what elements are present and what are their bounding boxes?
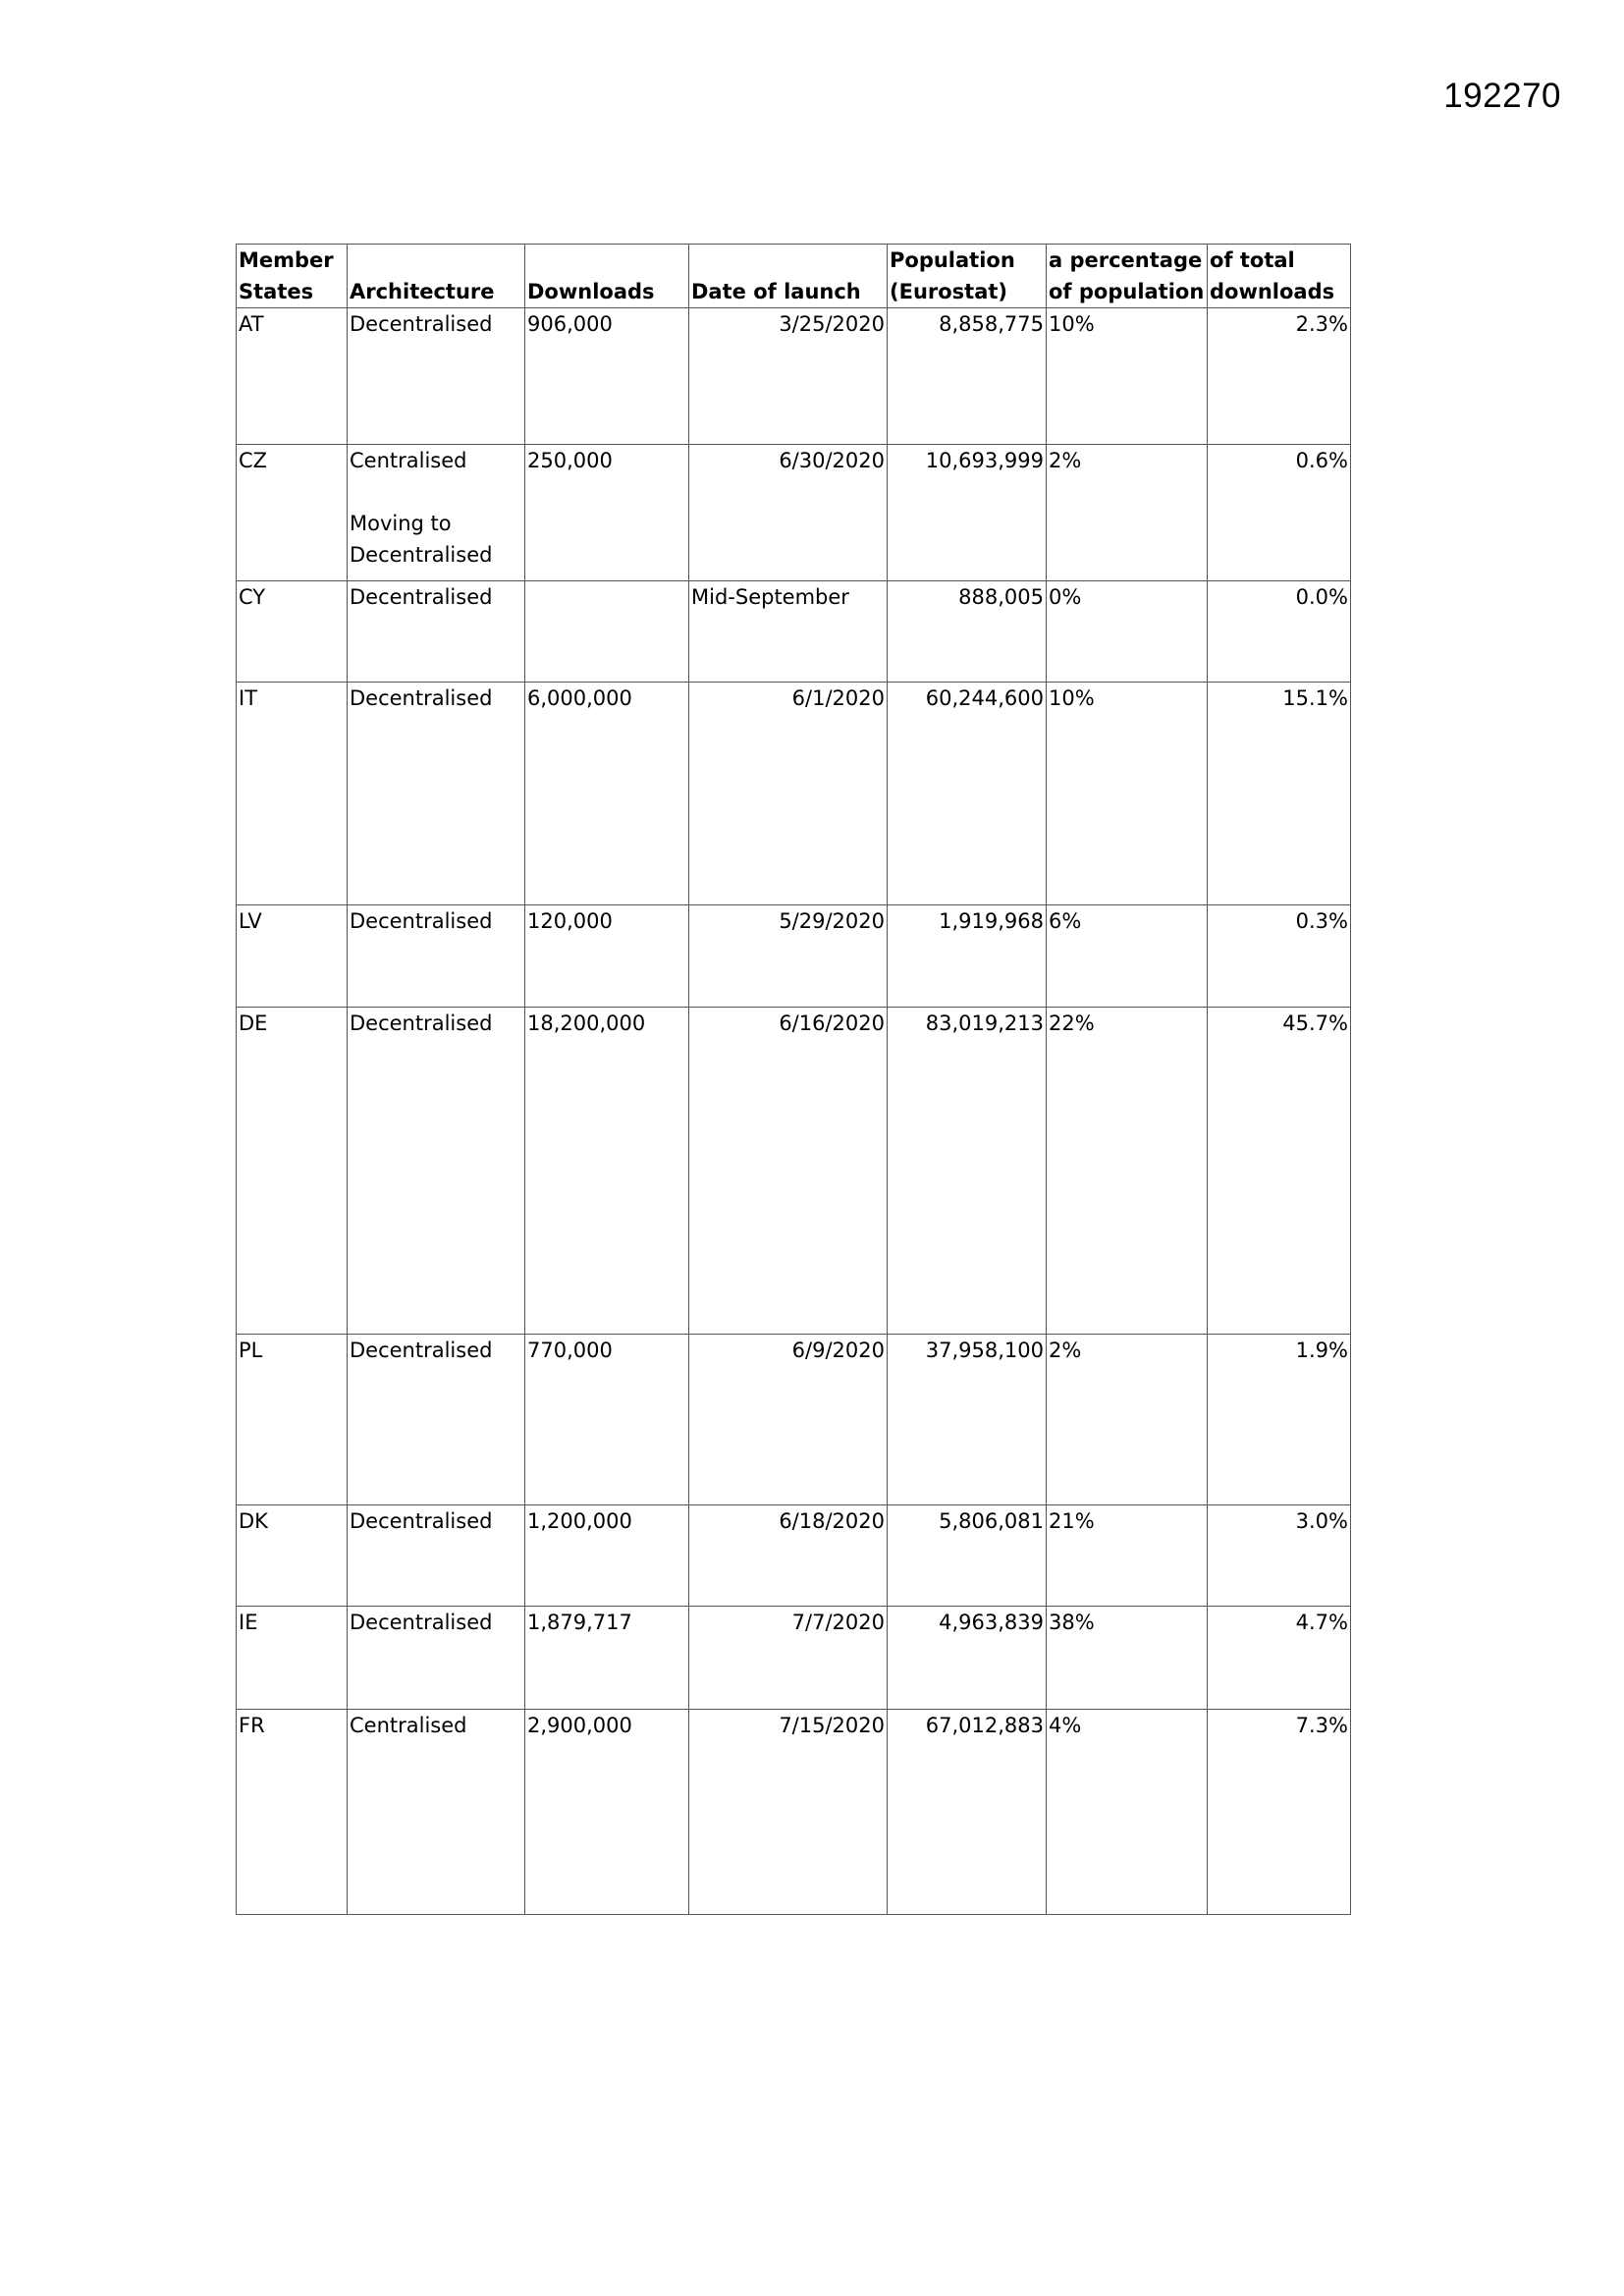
cell-pct-total: 7.3% — [1208, 1710, 1351, 1915]
cell-pct-total: 2.3% — [1208, 308, 1351, 445]
cell-pct-population: 38% — [1047, 1607, 1208, 1710]
cell-population: 888,005 — [888, 581, 1047, 683]
header-date-of-launch: Date of launch — [689, 245, 888, 308]
cell-architecture: Decentralised — [348, 1008, 525, 1335]
cell-pct-population: 0% — [1047, 581, 1208, 683]
cell-launch-date: 7/15/2020 — [689, 1710, 888, 1915]
cell-state: IT — [237, 683, 348, 905]
table-row — [237, 683, 1351, 905]
header-percentage-of-total-downloads: of total downloads — [1208, 245, 1351, 308]
table-row — [237, 445, 1351, 581]
cell-pct-population: 10% — [1047, 683, 1208, 905]
table-row — [237, 1335, 1351, 1505]
table-row — [237, 308, 1351, 445]
header-downloads: Downloads — [525, 245, 689, 308]
cell-architecture: Centralised — [348, 1710, 525, 1915]
cell-downloads: 770,000 — [525, 1335, 689, 1505]
cell-pct-total: 0.6% — [1208, 445, 1351, 581]
cell-population: 1,919,968 — [888, 905, 1047, 1008]
cell-launch-date: Mid-September — [689, 581, 888, 683]
cell-downloads: 18,200,000 — [525, 1008, 689, 1335]
document-number: 192270 — [1443, 77, 1561, 115]
cell-downloads: 906,000 — [525, 308, 689, 445]
table-row — [237, 905, 1351, 1008]
cell-pct-total: 0.3% — [1208, 905, 1351, 1008]
cell-population: 37,958,100 — [888, 1335, 1047, 1505]
cell-state: LV — [237, 905, 348, 1008]
cell-architecture: Decentralised — [348, 308, 525, 445]
cell-downloads — [525, 581, 689, 683]
header-member-states: Member States — [237, 245, 348, 308]
cell-launch-date: 6/1/2020 — [689, 683, 888, 905]
cell-population: 8,858,775 — [888, 308, 1047, 445]
header-architecture: Architecture — [348, 245, 525, 308]
header-percentage-of-population: a percentage of population — [1047, 245, 1208, 308]
cell-downloads: 120,000 — [525, 905, 689, 1008]
cell-pct-total: 45.7% — [1208, 1008, 1351, 1335]
cell-pct-population: 2% — [1047, 445, 1208, 581]
cell-pct-population: 22% — [1047, 1008, 1208, 1335]
cell-launch-date: 6/30/2020 — [689, 445, 888, 581]
cell-population: 60,244,600 — [888, 683, 1047, 905]
cell-launch-date: 6/16/2020 — [689, 1008, 888, 1335]
header-population: Population (Eurostat) — [888, 245, 1047, 308]
cell-architecture: Decentralised — [348, 1505, 525, 1607]
cell-population: 10,693,999 — [888, 445, 1047, 581]
cell-launch-date: 3/25/2020 — [689, 308, 888, 445]
table-header-row — [237, 245, 1351, 308]
cell-architecture: Decentralised — [348, 581, 525, 683]
cell-downloads: 2,900,000 — [525, 1710, 689, 1915]
cell-architecture: Decentralised — [348, 1607, 525, 1710]
table-row — [237, 1008, 1351, 1335]
table-row — [237, 1607, 1351, 1710]
cell-architecture: Centralised Moving to Decentralised — [348, 445, 525, 581]
cell-pct-total: 0.0% — [1208, 581, 1351, 683]
cell-downloads: 1,200,000 — [525, 1505, 689, 1607]
cell-pct-population: 10% — [1047, 308, 1208, 445]
cell-downloads: 6,000,000 — [525, 683, 689, 905]
cell-pct-total: 15.1% — [1208, 683, 1351, 905]
cell-state: PL — [237, 1335, 348, 1505]
table-row — [237, 581, 1351, 683]
table-row — [237, 1505, 1351, 1607]
cell-downloads: 250,000 — [525, 445, 689, 581]
cell-population: 5,806,081 — [888, 1505, 1047, 1607]
cell-state: IE — [237, 1607, 348, 1710]
app-downloads-table — [236, 244, 1351, 1915]
cell-pct-total: 1.9% — [1208, 1335, 1351, 1505]
cell-pct-total: 4.7% — [1208, 1607, 1351, 1710]
cell-state: DE — [237, 1008, 348, 1335]
cell-pct-population: 2% — [1047, 1335, 1208, 1505]
cell-launch-date: 6/9/2020 — [689, 1335, 888, 1505]
cell-population: 83,019,213 — [888, 1008, 1047, 1335]
cell-state: DK — [237, 1505, 348, 1607]
cell-state: CY — [237, 581, 348, 683]
cell-state: FR — [237, 1710, 348, 1915]
cell-launch-date: 7/7/2020 — [689, 1607, 888, 1710]
cell-launch-date: 5/29/2020 — [689, 905, 888, 1008]
cell-pct-population: 21% — [1047, 1505, 1208, 1607]
cell-pct-total: 3.0% — [1208, 1505, 1351, 1607]
cell-architecture: Decentralised — [348, 1335, 525, 1505]
cell-architecture: Decentralised — [348, 905, 525, 1008]
cell-architecture: Decentralised — [348, 683, 525, 905]
cell-downloads: 1,879,717 — [525, 1607, 689, 1710]
cell-population: 4,963,839 — [888, 1607, 1047, 1710]
cell-pct-population: 4% — [1047, 1710, 1208, 1915]
cell-state: CZ — [237, 445, 348, 581]
table-row — [237, 1710, 1351, 1915]
cell-launch-date: 6/18/2020 — [689, 1505, 888, 1607]
cell-population: 67,012,883 — [888, 1710, 1047, 1915]
cell-pct-population: 6% — [1047, 905, 1208, 1008]
cell-state: AT — [237, 308, 348, 445]
